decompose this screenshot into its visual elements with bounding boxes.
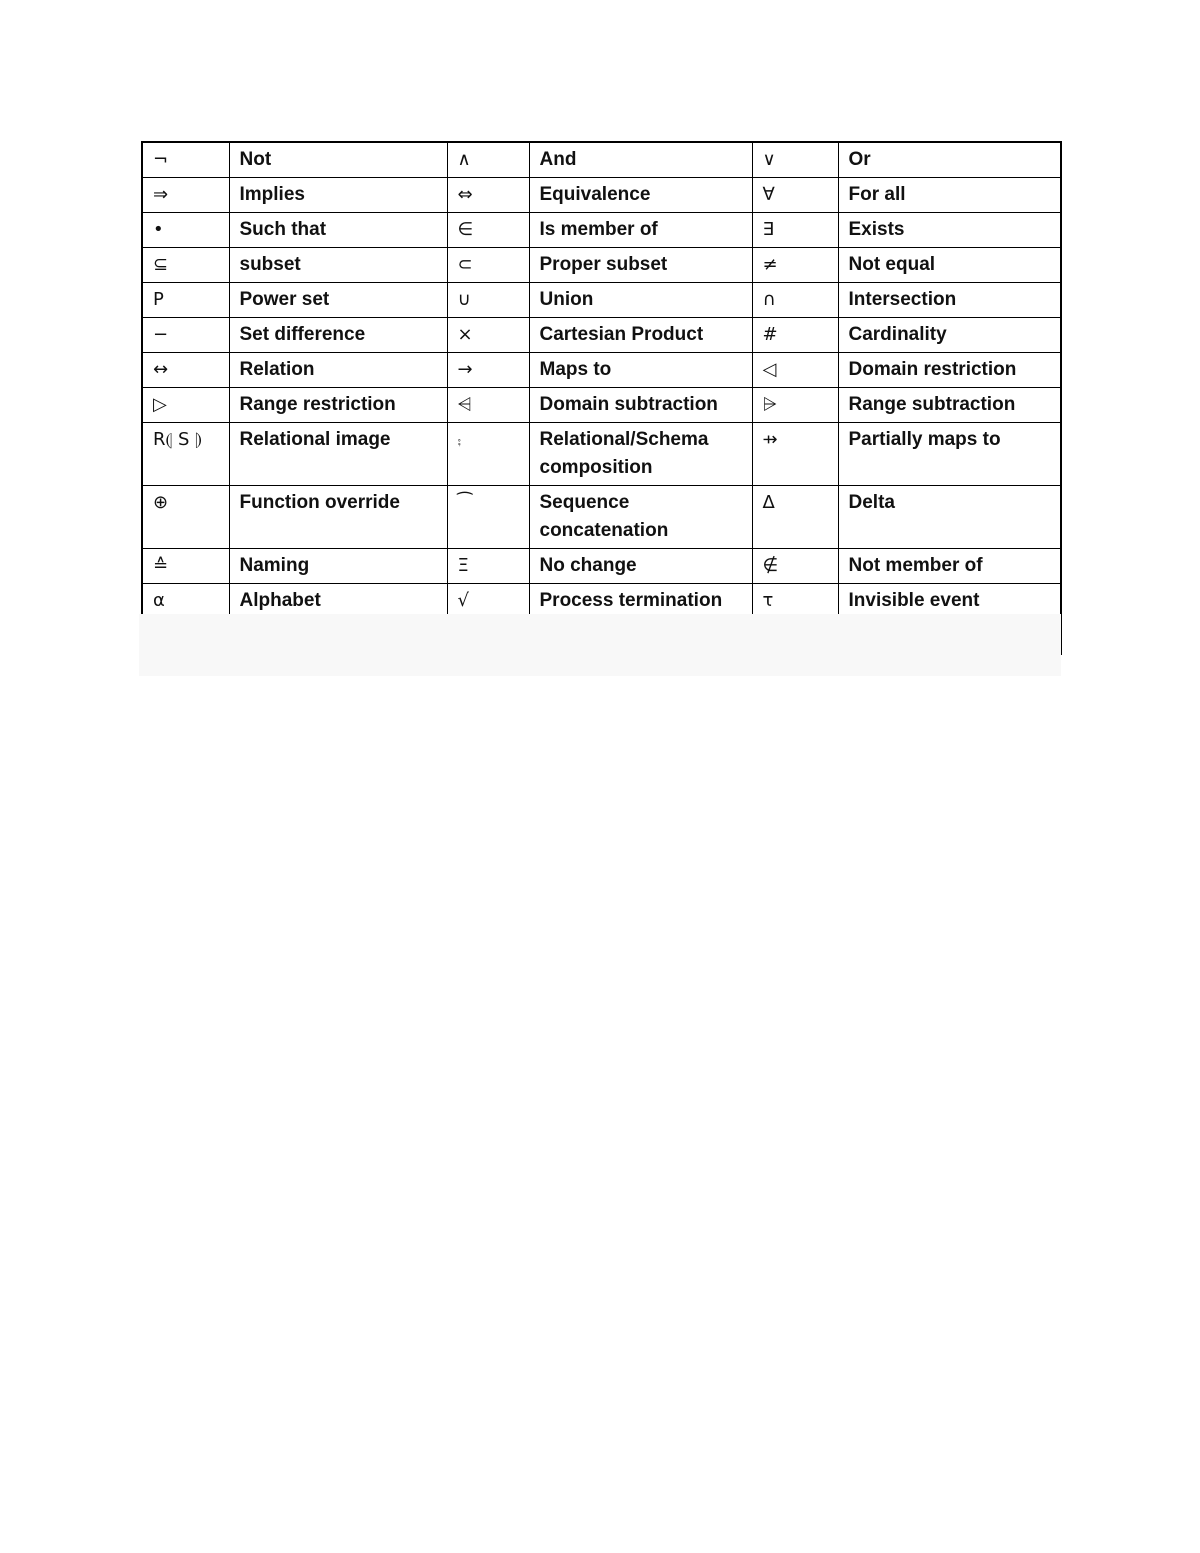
symbol-cell: − <box>142 318 229 353</box>
symbol-cell: ¬ <box>142 142 229 178</box>
table-row <box>142 142 1061 178</box>
name-cell: Naming <box>229 549 447 584</box>
name-cell: Relational/Schema composition <box>529 423 752 486</box>
symbol-cell: ⇔ <box>447 178 529 213</box>
table-row <box>142 318 1061 353</box>
name-cell: No change <box>529 549 752 584</box>
symbol-cell: ∃ <box>752 213 838 248</box>
symbol-cell: ∨ <box>752 142 838 178</box>
symbol-cell: ≠ <box>752 248 838 283</box>
symbol-cell: ⩥ <box>752 388 838 423</box>
name-cell: For all <box>838 178 1061 213</box>
symbol-cell: ⨾ <box>447 423 529 486</box>
name-cell: Invisible event <box>838 584 1061 619</box>
symbol-cell: ∉ <box>752 549 838 584</box>
name-cell: Or <box>838 142 1061 178</box>
symbol-cell: R⦇ S ⦈ <box>142 423 229 486</box>
symbol-cell: # <box>752 318 838 353</box>
name-cell: Range restriction <box>229 388 447 423</box>
symbol-cell: × <box>447 318 529 353</box>
name-cell: Intersection <box>838 283 1061 318</box>
name-cell: Power set <box>229 283 447 318</box>
name-cell: Implies <box>229 178 447 213</box>
name-cell: Domain subtraction <box>529 388 752 423</box>
name-cell: Domain restriction <box>838 353 1061 388</box>
symbol-cell: ⊂ <box>447 248 529 283</box>
table-row <box>142 283 1061 318</box>
table-row <box>142 549 1061 584</box>
symbol-cell: ⁀ <box>447 486 529 549</box>
symbol-cell: τ <box>752 584 838 619</box>
symbol-cell: ◁ <box>752 353 838 388</box>
symbol-cell: ⇒ <box>142 178 229 213</box>
symbol-cell: ∈ <box>447 213 529 248</box>
name-cell: And <box>529 142 752 178</box>
table-row <box>142 213 1061 248</box>
table-row <box>142 423 1061 486</box>
name-cell: Sequence concatenation <box>529 486 752 549</box>
symbol-cell: √ <box>447 584 529 619</box>
name-cell: Equivalence <box>529 178 752 213</box>
symbol-cell: ⊕ <box>142 486 229 549</box>
table-row <box>142 178 1061 213</box>
name-cell: Cardinality <box>838 318 1061 353</box>
symbol-cell: ∪ <box>447 283 529 318</box>
name-cell: Cartesian Product <box>529 318 752 353</box>
name-cell: subset <box>229 248 447 283</box>
name-cell: Alphabet <box>229 584 447 619</box>
name-cell: Proper subset <box>529 248 752 283</box>
name-cell: Function override <box>229 486 447 549</box>
symbol-cell: Δ <box>752 486 838 549</box>
symbol-cell: α <box>142 584 229 619</box>
name-cell: Not <box>229 142 447 178</box>
name-cell: Relational image <box>229 423 447 486</box>
symbol-cell: ⊆ <box>142 248 229 283</box>
table-row <box>142 248 1061 283</box>
name-cell: Process termination <box>529 584 752 619</box>
name-cell: Such that <box>229 213 447 248</box>
name-cell: Range subtraction <box>838 388 1061 423</box>
symbol-cell: ∩ <box>752 283 838 318</box>
blank-caption-area <box>139 614 1061 676</box>
symbol-cell: ▷ <box>142 388 229 423</box>
name-cell: Not equal <box>838 248 1061 283</box>
symbol-cell: ⇸ <box>752 423 838 486</box>
name-cell: Maps to <box>529 353 752 388</box>
symbol-cell: → <box>447 353 529 388</box>
table-row <box>142 388 1061 423</box>
symbol-cell: ⩤ <box>447 388 529 423</box>
symbol-cell: ↔ <box>142 353 229 388</box>
table-row <box>142 353 1061 388</box>
symbol-cell: ≙ <box>142 549 229 584</box>
name-cell: Union <box>529 283 752 318</box>
name-cell: Not member of <box>838 549 1061 584</box>
symbol-cell: • <box>142 213 229 248</box>
name-cell: Relation <box>229 353 447 388</box>
name-cell: Partially maps to <box>838 423 1061 486</box>
symbol-cell: ∀ <box>752 178 838 213</box>
name-cell: Delta <box>838 486 1061 549</box>
symbol-cell: Ξ <box>447 549 529 584</box>
symbol-cell: P <box>142 283 229 318</box>
name-cell: Is member of <box>529 213 752 248</box>
name-cell: Exists <box>838 213 1061 248</box>
name-cell: Set difference <box>229 318 447 353</box>
table-row <box>142 486 1061 549</box>
symbols-table <box>141 141 1062 655</box>
symbol-cell: ∧ <box>447 142 529 178</box>
